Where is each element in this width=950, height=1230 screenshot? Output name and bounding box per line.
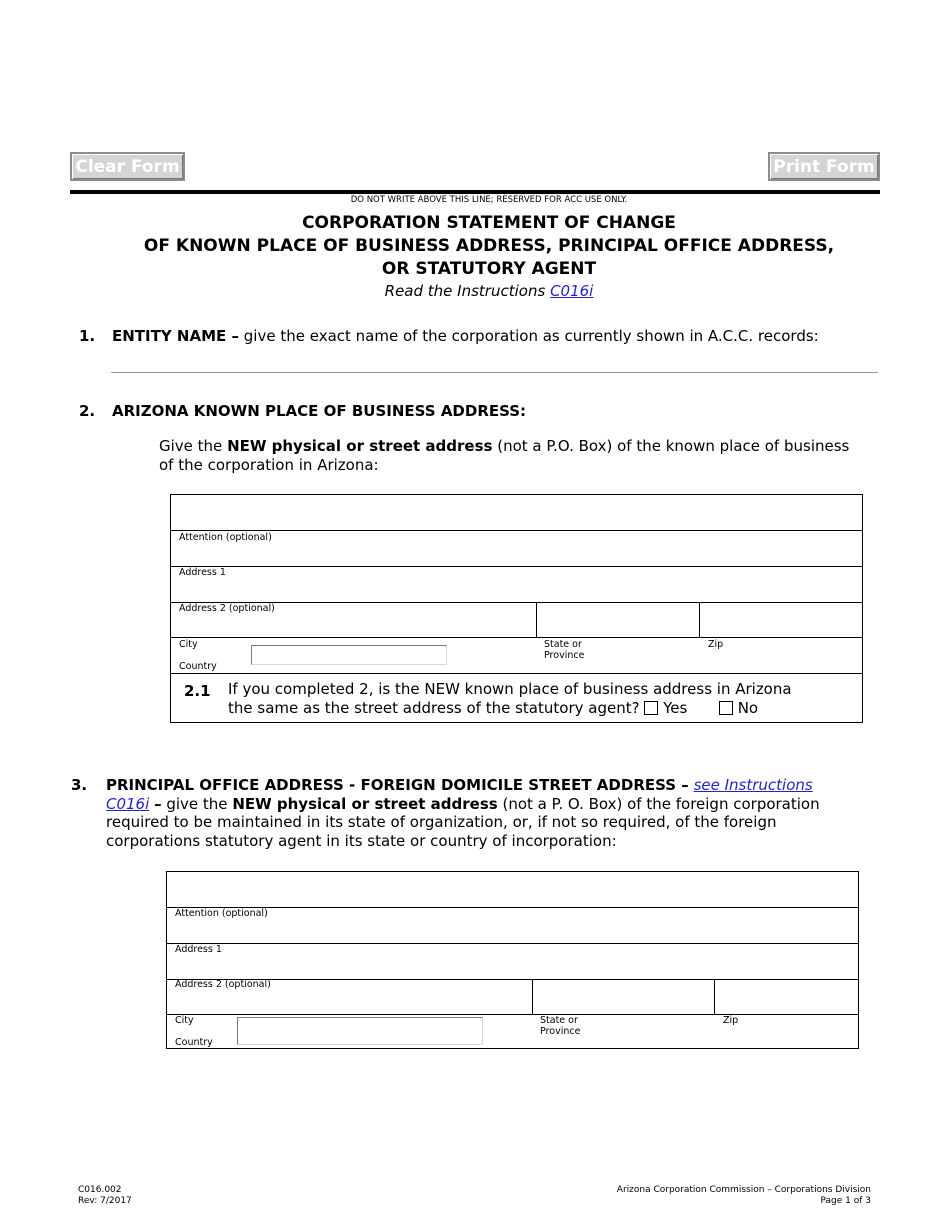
footer-revision: Rev: 7/2017 bbox=[78, 1196, 132, 1206]
section3-attention-label: Attention (optional) bbox=[175, 908, 268, 919]
page-title-line3: OR STATUTORY AGENT bbox=[381, 259, 597, 279]
section2-intro-suffix: (not a P.O. Box) of the known place of business bbox=[497, 437, 850, 455]
section3-province-label: Province bbox=[540, 1026, 581, 1037]
q21-line2: the same as the street address of the statutory agent? bbox=[228, 699, 640, 717]
section2-city-label: City bbox=[179, 639, 198, 650]
section3-country-select[interactable] bbox=[237, 1017, 483, 1045]
page-title-line2: OF KNOWN PLACE OF BUSINESS ADDRESS, PRINCIPAL OFFICE ADDRESS, bbox=[143, 236, 835, 256]
print-form-button[interactable]: Print Form bbox=[768, 152, 880, 181]
section3-number: 3. bbox=[71, 776, 88, 794]
section3-address-box bbox=[166, 871, 859, 1049]
footer-left bbox=[78, 1185, 132, 1207]
section2-intro-prefix: Give the bbox=[159, 437, 223, 455]
section3-city-label: City bbox=[175, 1015, 194, 1026]
section3-bold-text: NEW physical or street address bbox=[232, 795, 498, 813]
section2-country-select[interactable] bbox=[251, 645, 447, 665]
reserved-note: DO NOT WRITE ABOVE THIS LINE; RESERVED FOR ACC USE ONLY. bbox=[350, 195, 628, 205]
section3-line2 bbox=[106, 795, 820, 814]
section2-state-label: State or bbox=[544, 639, 582, 650]
instructions-link[interactable]: C016i bbox=[550, 282, 594, 300]
section2-heading: ARIZONA KNOWN PLACE OF BUSINESS ADDRESS: bbox=[112, 402, 527, 420]
section2-zip-label: Zip bbox=[708, 639, 724, 650]
q21-no-checkbox[interactable] bbox=[719, 701, 733, 715]
section3-heading: PRINCIPAL OFFICE ADDRESS - FOREIGN DOMICILE STREET ADDRESS – bbox=[106, 776, 689, 794]
section3-zip-label: Zip bbox=[723, 1015, 739, 1026]
page-title-line1: CORPORATION STATEMENT OF CHANGE bbox=[302, 213, 676, 233]
footer-page: Page 1 of 3 bbox=[820, 1196, 871, 1206]
instructions-prefix: Read the Instructions bbox=[384, 282, 546, 300]
section1-text bbox=[112, 327, 819, 346]
q21-number: 2.1 bbox=[184, 682, 211, 700]
section3-address2-label: Address 2 (optional) bbox=[175, 979, 271, 990]
section2-intro-line2: of the corporation in Arizona: bbox=[159, 456, 379, 474]
section3-line4: corporations statutory agent in its state or country of incorporation: bbox=[106, 832, 617, 850]
section1-instruction: give the exact name of the corporation as currently shown in A.C.C. records: bbox=[243, 327, 819, 345]
section2-address1-label: Address 1 bbox=[179, 567, 226, 578]
entity-name-field[interactable] bbox=[111, 372, 878, 373]
section3-instructions-link[interactable]: see Instructions bbox=[693, 776, 813, 794]
instructions-line bbox=[0, 282, 950, 300]
section3-give-the: give the bbox=[166, 795, 228, 813]
reserved-divider bbox=[70, 190, 880, 194]
section2-number: 2. bbox=[79, 402, 96, 420]
section3-country-label: Country bbox=[175, 1037, 213, 1048]
section2-intro-bold: NEW physical or street address bbox=[227, 437, 493, 455]
section2-address-box bbox=[170, 494, 863, 723]
section2-country-label: Country bbox=[179, 661, 217, 672]
footer-agency: Arizona Corporation Commission – Corporations Division bbox=[616, 1185, 871, 1195]
q21-line1: If you completed 2, is the NEW known place of business address in Arizona bbox=[228, 680, 792, 698]
clear-form-button[interactable]: Clear Form bbox=[70, 152, 185, 181]
footer-right bbox=[617, 1185, 871, 1207]
section3-line3: required to be maintained in its state of organization, or, if not so required, of the foreign bbox=[106, 813, 777, 831]
section3-name-field[interactable] bbox=[167, 872, 858, 907]
section3-line1 bbox=[106, 776, 813, 795]
q21-no-label: No bbox=[737, 699, 759, 717]
section3-c016i-link[interactable]: C016i bbox=[106, 795, 150, 813]
section2-name-field[interactable] bbox=[171, 495, 862, 530]
section2-address2-label: Address 2 (optional) bbox=[179, 603, 275, 614]
section3-dash: – bbox=[154, 795, 162, 813]
section2-intro bbox=[159, 437, 849, 456]
section2-attention-label: Attention (optional) bbox=[179, 532, 272, 543]
section1-heading: ENTITY NAME – bbox=[112, 327, 239, 345]
section3-state-label: State or bbox=[540, 1015, 578, 1026]
footer-form-code: C016.002 bbox=[78, 1185, 122, 1195]
q21-yes-label: Yes bbox=[663, 699, 688, 717]
section3-after-bold: (not a P. O. Box) of the foreign corporation bbox=[502, 795, 820, 813]
section1-number: 1. bbox=[79, 327, 96, 345]
q21-line2-row bbox=[228, 699, 758, 718]
section2-province-label: Province bbox=[544, 650, 585, 661]
section3-address1-label: Address 1 bbox=[175, 944, 222, 955]
q21-yes-checkbox[interactable] bbox=[644, 701, 658, 715]
